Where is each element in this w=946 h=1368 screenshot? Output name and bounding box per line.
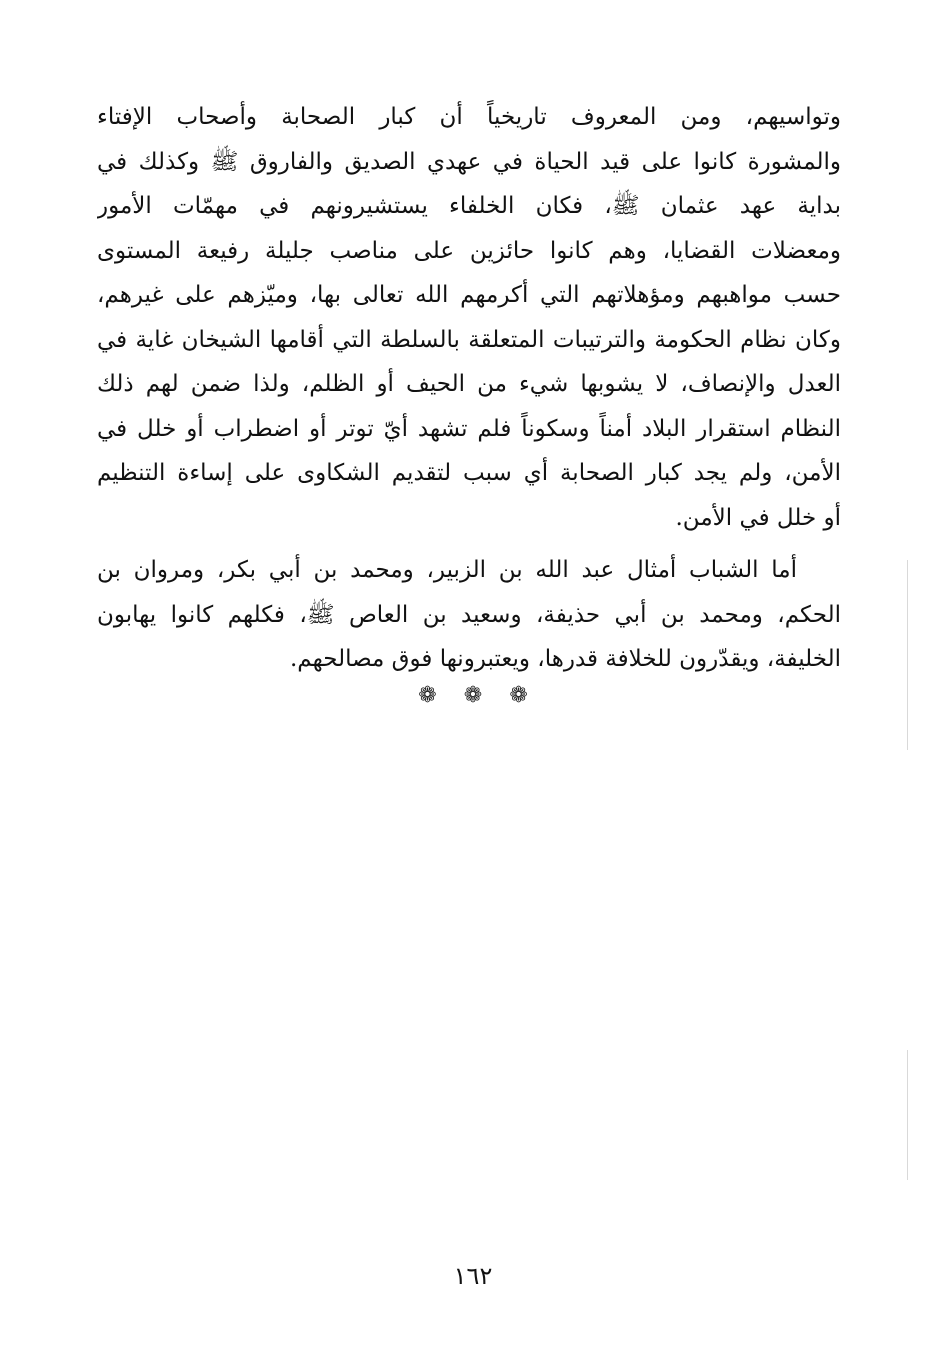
flower-ornament-icon: ❁ xyxy=(418,683,437,708)
text-line: بداية عهد عثمان ﷺ، فكان الخلفاء يستشيرونهم في مهمّات الأمور xyxy=(97,193,841,219)
scan-edge-line xyxy=(907,560,908,750)
paragraph-1 xyxy=(97,95,841,540)
text-line: العدل والإنصاف، لا يشوبها شيء من الحيف أو الظلم، ولذا ضمن لهم ذلك xyxy=(97,371,841,397)
text-line: وتواسيهم، ومن المعروف تاريخياً أن كبار الصحابة وأصحاب الإفتاء xyxy=(97,104,841,130)
flower-ornament-icon: ❁ xyxy=(509,683,528,708)
flower-ornament-icon: ❁ xyxy=(463,683,483,708)
text-line: النظام استقرار البلاد أمناً وسكوناً فلم تشهد أيّ توتر أو اضطراب أو خلل في xyxy=(97,415,841,442)
text-line: الخليفة، ويقدّرون للخلافة قدرها، ويعتبرونها فوق مصالحهم. xyxy=(290,646,841,672)
text-line: أو خلل في الأمن. xyxy=(675,504,841,531)
text-line: الحكم، ومحمد بن أبي حذيفة، وسعيد بن العاص ﷺ، فكلهم كانوا يهابون xyxy=(97,601,841,628)
text-line: ومعضلات القضايا، وهم كانوا حائزين على مناصب جليلة رفيعة المستوى xyxy=(97,237,841,264)
body-text xyxy=(97,95,841,682)
text-line: أما الشباب أمثال عبد الله بن الزبير، ومحمد بن أبي بكر، ومروان بن xyxy=(97,557,797,583)
text-line: حسب مواهبهم ومؤهلاتهم التي أكرمهم الله تعالى بها، وميّزهم على غيرهم، xyxy=(97,282,841,308)
scan-edge-line xyxy=(907,1050,908,1180)
page-number: ١٦٢ xyxy=(453,1262,493,1290)
text-line: والمشورة كانوا على قيد الحياة في عهدي الصديق والفاروق ﷺ وكذلك في xyxy=(97,148,841,175)
paragraph-2 xyxy=(97,548,841,682)
text-line: وكان نظام الحكومة والترتيبات المتعلقة بالسلطة التي أقامها الشيخان غاية في xyxy=(97,326,841,353)
paragraph-gap xyxy=(97,540,841,548)
section-divider xyxy=(0,683,946,708)
text-line: الأمن، ولم يجد كبار الصحابة أي سبب لتقديم الشكاوى على إساءة التنظيم xyxy=(97,460,841,486)
